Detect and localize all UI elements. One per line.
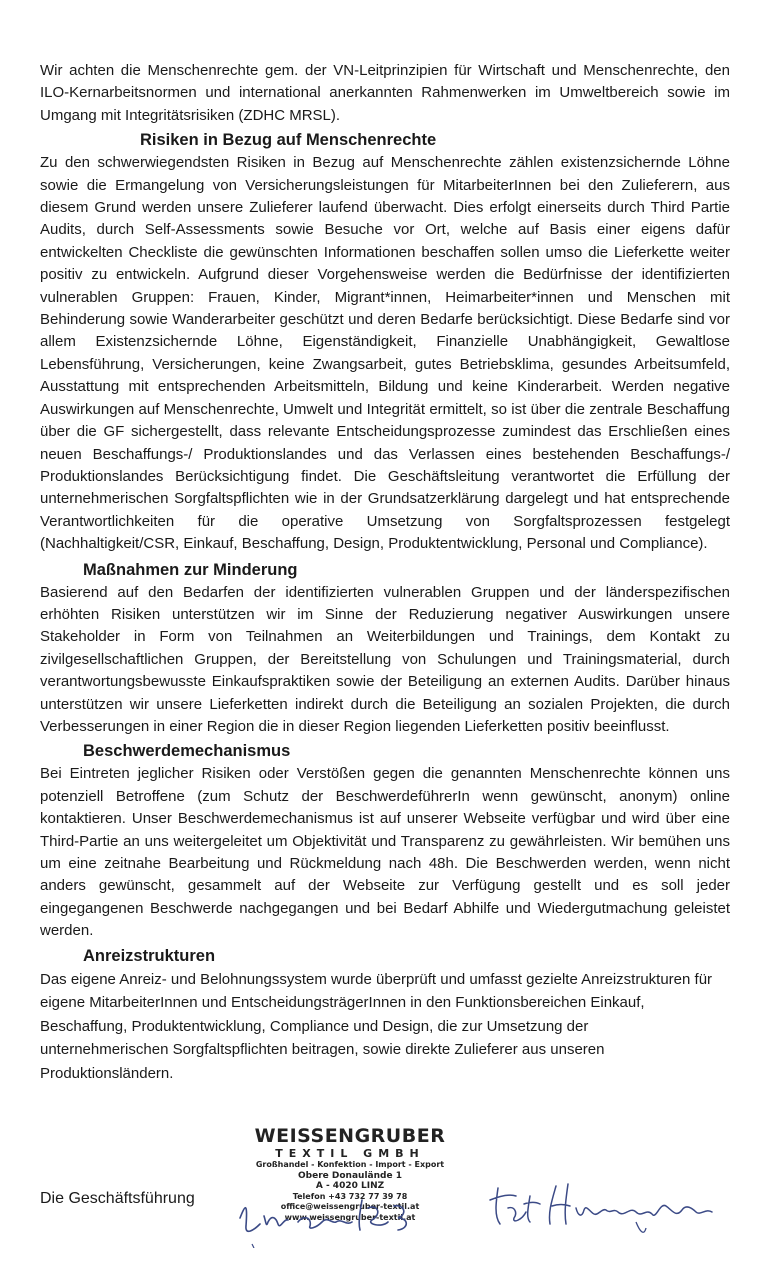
heading-mitigation: Maßnahmen zur Minderung [83, 560, 298, 579]
handwritten-signature [486, 1178, 726, 1238]
incentives-paragraph: Das eigene Anreiz- und Belohnungssystem wurde überprüft und umfasst gezielte Anreizstrukturen für eigene MitarbeiterInnen und EntscheidungsträgerInnen in den Funktionsbereichen Einkauf, Beschaffung, Produktentwicklung, Compliance und Design, die zur Umsetzung der unternehmerischen Sorgfaltspflichten beitragen, sowie direkte Zulieferer aus unseren Produktionsländern. [40, 970, 713, 1082]
stamp-company: WEISSENGRUBER [254, 1125, 446, 1147]
stamp-line6: www.weissengruber-textil.at [284, 1212, 416, 1222]
stamp-line5: office@weissengruber-textil.at [280, 1202, 420, 1211]
handwritten-date-signature [232, 1178, 442, 1248]
stamp-subtitle: TEXTIL GMBH [275, 1147, 425, 1160]
stamp-line3: A - 4020 LINZ [315, 1181, 385, 1191]
signatory-label: Die Geschäftsführung [40, 1190, 195, 1207]
heading-complaints: Beschwerdemechanismus [83, 742, 291, 761]
signature-footer [0, 1120, 768, 1275]
complaints-paragraph: Bei Eintreten jeglicher Risiken oder Verstößen gegen die genannten Menschenrechte können uns potenziell Betroffene (zum Schutz der BeschwerdeführerIn wenn gewünscht, anonym) online kontaktieren. Unser Beschwerdemechanismus ist auf unserer Webseite verfügbar und wird über eine Third-Partie an uns weitergeleitet um Objektivität und Transparenz zu gewährleisten. Wir bemühen uns um eine zeitnahe Bearbeitung und Rückmeldung nach 48h. Die Beschwerden werden, wenn nicht anders gewünscht, gesammelt auf der Webseite zur Verfügung gestellt und es soll jeder eingegangenen Beschwerde nachgegangen und bei Bedarf Abhilfe und Wiedergutmachung geleistet werden. [40, 765, 730, 940]
stamp-line2: Obere Donaulände 1 [298, 1170, 402, 1181]
stamp-line4: Telefon +43 732 77 39 78 [292, 1191, 408, 1201]
intro-paragraph: Wir achten die Menschenrechte gem. der VN-Leitprinzipien für Wirtschaft und Menschenrechte, den ILO-Kernarbeitsnormen und international anerkannten Rahmenwerken im Umweltbereich sowie im Umgang mit Integritätsrisiken (ZDHC MRSL). [40, 62, 730, 124]
stamp-line1: Großhandel - Konfektion - Import - Export [255, 1160, 445, 1169]
risks-paragraph: Zu den schwerwiegendsten Risiken in Bezug auf Menschenrechte zählen existenzsichernde Löhne sowie die Ermangelung von Versicherungsleistungen für MitarbeiterInnen bei den Zulieferern, aus diesem Grund werden unsere Zulieferer laufend überwacht. Dies erfolgt einerseits durch Third Partie Audits, durch Self-Assessments sowie Besuche vor Ort, welche auf Basis einer eigens dafür entwickelten Checkliste die gewünschten Informationen beschaffen sollen umso die Lieferkette weiter positiv zu entwickeln. Aufgrund dieser Vorgehensweise werden die Bedürfnisse der identifizierten vulnerablen Gruppen: Frauen, Kinder, Migrant*innen, Heimarbeiter*innen und Menschen mit Behinderung sowie Wanderarbeiter geschützt und deren Bedarfe berücksichtigt. Diese Bedarfe sind vor allem Existenzsichernde Löhne, Eigenständigkeit, Finanzielle Unabhängigkeit, Gewaltlose Lebensführung, Versicherungen, keine Zwangsarbeit, gutes Betriebsklima, gesundes Arbeitsumfeld, Ausstattung mit entsprechenden Arbeitsmitteln, Bildung und keine Kinderarbeit. Werden negative Auswirkungen auf Menschenrechte, Umwelt und Integrität ermittelt, so ist über die zentrale Beschaffung über die GF sichergestellt, dass relevante Entscheidungsprozesse zumindest das Erschließen eines neuen Beschaffungs-/ Produktionslandes und das Verlassen eines bestehenden Beschaffungs-/ Produktionslandes Berücksichtigung findet. Die Geschäftsleitung verantwortet die Erfüllung der unternehmerischen Sorgfaltspflichten wie in der Grundsatzerklärung dargelegt und hat entsprechende Verantwortlichkeiten für die operative Umsetzung von Sorgfaltsprozessen festgelegt (Nachhaltigkeit/CSR, Einkauf, Beschaffung, Design, Produktentwicklung, Personal und Compliance). [40, 154, 730, 553]
document-body [40, 60, 730, 1085]
heading-risks: Risiken in Bezug auf Menschenrechte [140, 131, 437, 150]
mitigation-paragraph: Basierend auf den Bedarfen der identifizierten vulnerablen Gruppen und der länderspezifischen erhöhten Risiken unterstützen wir im Sinne der Reduzierung negativer Auswirkungen unsere Stakeholder in Form von Teilnahmen an Weiterbildungen und Trainings, dem Kontakt zu zivilgesellschaftlichen Gruppen, der Bereitstellung von Schulungen und Trainingsmaterial, durch verantwortungsbewusste Einkaufspraktiken sowie der Beteiligung an externen Audits. Darüber hinaus unterstützen wir unsere Lieferketten indirekt durch die Beteiligung an sozialen Projekten, die durch Verbesserungen in einer Region die in dieser Region liegenden Lieferketten positiv beeinflusst. [40, 583, 730, 735]
heading-incentives: Anreizstrukturen [83, 946, 216, 965]
